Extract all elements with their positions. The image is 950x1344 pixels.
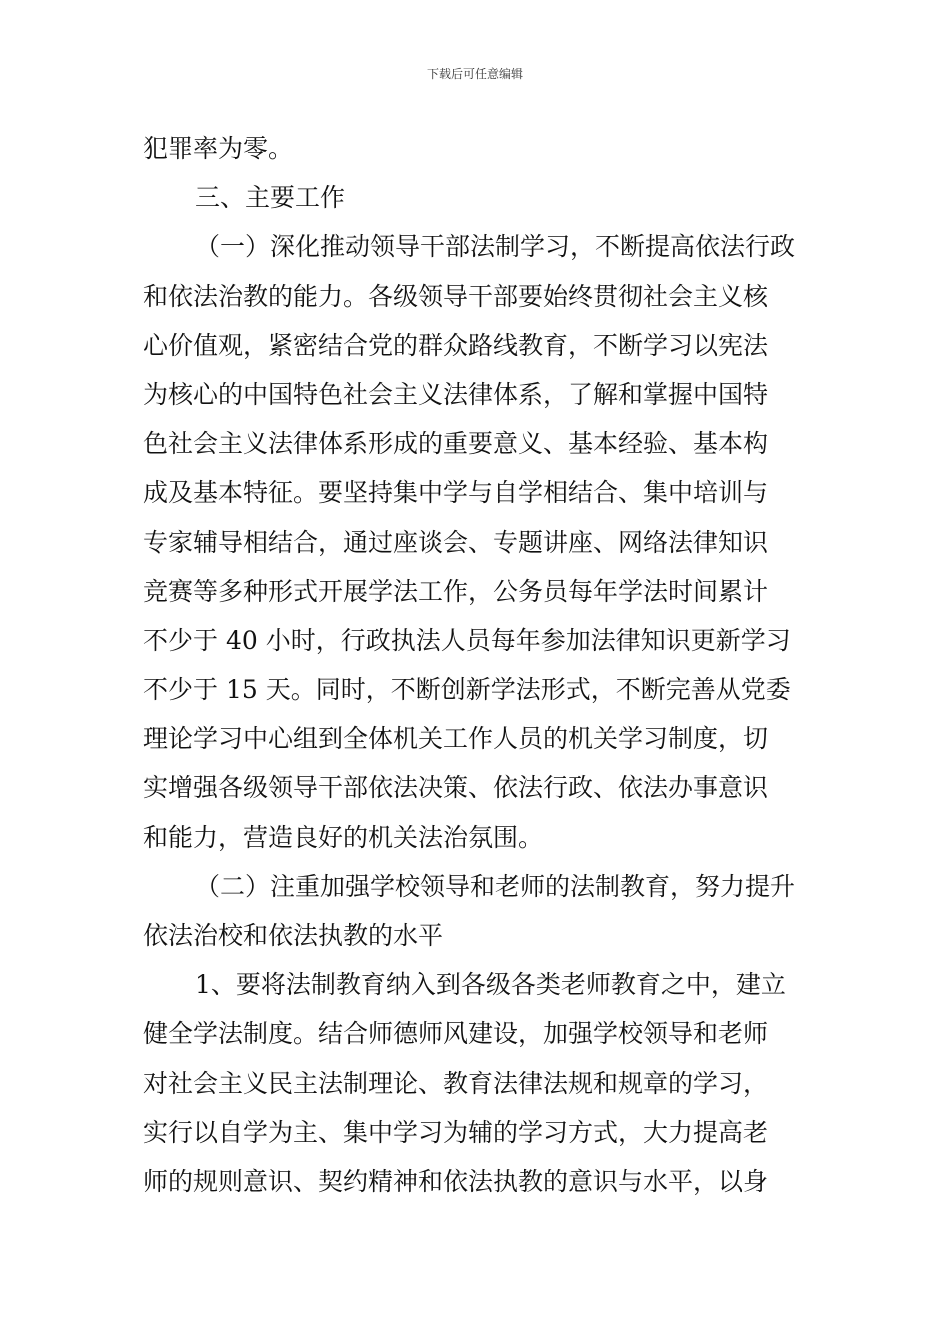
- text-line: 和依法治教的能力。各级领导干部要始终贯彻社会主义核: [143, 281, 769, 311]
- text-line: 心价值观，紧密结合党的群众路线教育，不断学习以宪法: [143, 330, 769, 360]
- text-line: 三、主要工作: [195, 183, 346, 213]
- text-line: 1、要将法制教育纳入到各级各类老师教育之中，建立: [195, 970, 786, 1000]
- text-line: 不少于 15 天。同时，不断创新学法形式，不断完善从党委: [143, 675, 791, 705]
- text-line: （二）注重加强学校领导和老师的法制教育，努力提升: [195, 871, 796, 901]
- text-line: 犯罪率为零。: [143, 134, 294, 163]
- document-body: [143, 124, 807, 1206]
- text-line: （一）深化推动领导干部法制学习，不断提高依法行政: [195, 232, 796, 262]
- text-line: 健全学法制度。结合师德师风建设，加强学校领导和老师: [143, 1019, 769, 1049]
- text-line: 实行以自学为主、集中学习为辅的学习方式，大力提高老: [143, 1117, 769, 1147]
- page-header: 下载后可任意编辑: [426, 67, 523, 81]
- text-line: 实增强各级领导干部依法决策、依法行政、依法办事意识: [143, 773, 769, 803]
- text-line: 理论学习中心组到全体机关工作人员的机关学习制度，切: [143, 724, 769, 754]
- text-line: 色社会主义法律体系形成的重要意义、基本经验、基本构: [143, 429, 769, 459]
- text-line: 对社会主义民主法制理论、教育法律法规和规章的学习，: [143, 1068, 769, 1098]
- text-line: 不少于 40 小时，行政执法人员每年参加法律知识更新学习: [143, 625, 791, 655]
- text-line: 师的规则意识、契约精神和依法执教的意识与水平，以身: [143, 1166, 769, 1196]
- text-line: 和能力，营造良好的机关法治氛围。: [143, 822, 544, 852]
- text-line: 为核心的中国特色社会主义法律体系，了解和掌握中国特: [143, 379, 769, 409]
- text-line: 专家辅导相结合，通过座谈会、专题讲座、网络法律知识: [143, 527, 769, 557]
- text-line: 竞赛等多种形式开展学法工作，公务员每年学法时间累计: [143, 576, 769, 606]
- text-line: 依法治校和依法执教的水平: [143, 921, 444, 950]
- text-line: 成及基本特征。要坚持集中学与自学相结合、集中培训与: [143, 478, 769, 508]
